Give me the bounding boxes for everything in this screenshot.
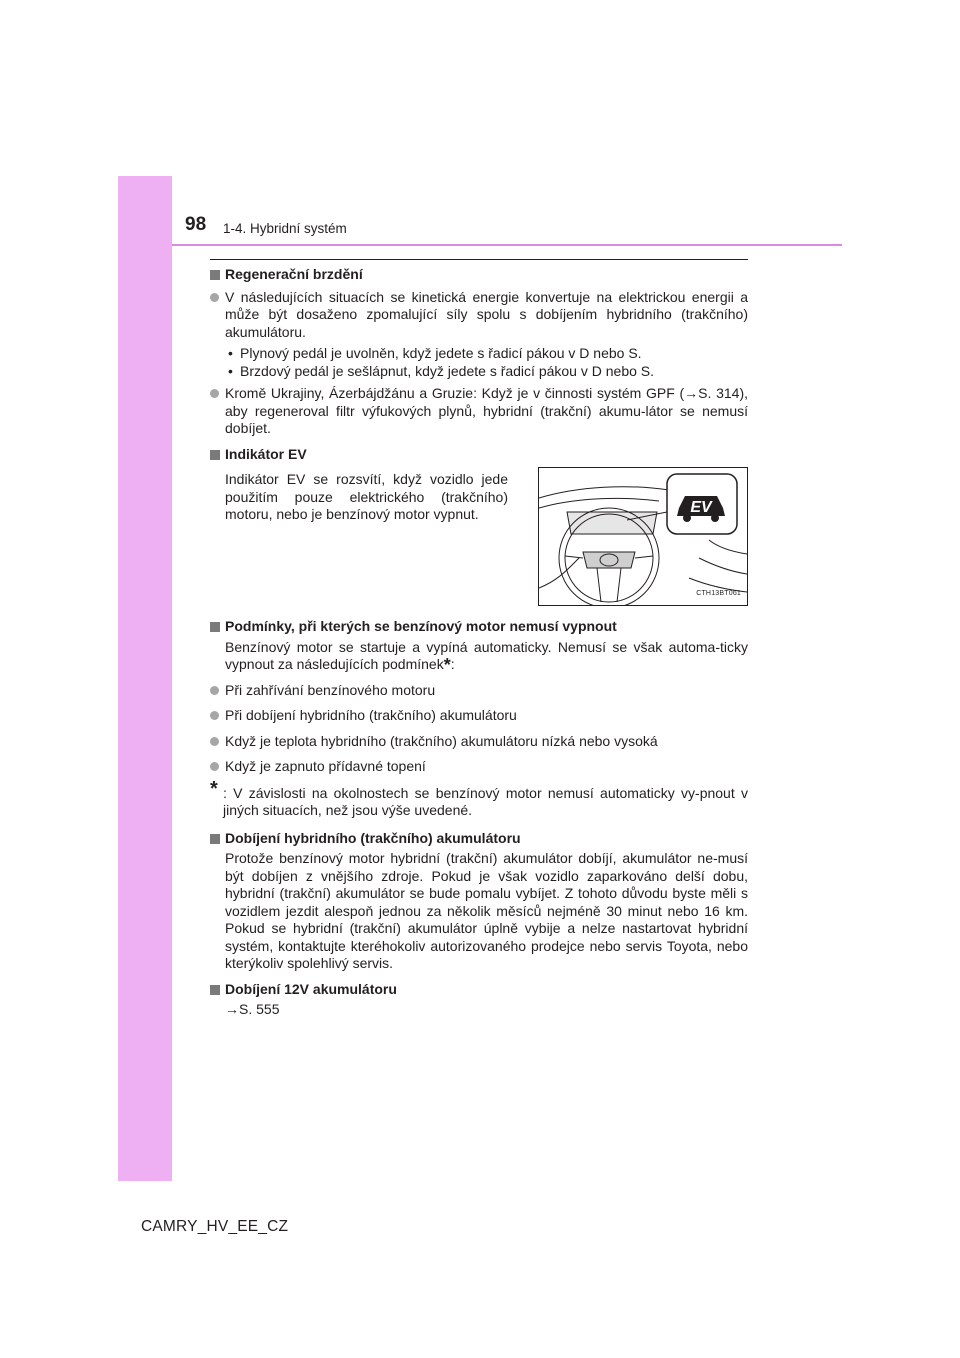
section-title-charging: Dobíjení hybridního (trakčního) akumulátoru: [210, 830, 748, 848]
square-bullet-icon: [210, 622, 220, 632]
header-rule: [172, 244, 842, 246]
bullet-item: Při dobíjení hybridního (trakčního) akumulátoru: [210, 707, 748, 725]
page-content: [210, 266, 748, 1019]
round-bullet-icon: [210, 711, 219, 720]
round-bullet-icon: [210, 737, 219, 746]
footnote-star: *: [443, 655, 451, 675]
round-bullet-icon: [210, 762, 219, 771]
section-title-12v: Dobíjení 12V akumulátoru: [210, 981, 748, 999]
sub-list-item: • Plynový pedál je uvolněn, když jedete s řadicí pákou v D nebo S.: [228, 345, 642, 361]
side-tab-band: [118, 176, 172, 1181]
bullet-item: Při zahřívání benzínového motoru: [210, 682, 748, 700]
ev-badge-label: EV: [690, 499, 712, 516]
figure-code: CTH13BT061: [696, 589, 741, 597]
charging-text: Protože benzínový motor hybridní (trakční) akumulátor dobíjí, akumulátor ne-musí být dobíjen z vnějšího zdroje. Pokud je však vozidlo zaparkováno delší dobu, hybridní (trakční) akumulátor se bude pomalu vybíjet. Z tohoto důvodu byste měli s vozidlem jezdit alespoň jednou za několik měsíců nejméně 30 minut nebo 16 km. Pokud se hybridní (trakční) akumulátor úplně vybije a nelze nastartovat hybridní systém, kontaktujte kteréhokoliv autorizovaného prodejce nebo servis Toyota, nebo kterýkoliv spolehlivý servis.: [225, 850, 748, 971]
square-bullet-icon: [210, 985, 220, 995]
round-bullet-icon: [210, 389, 219, 398]
section-title-ev: Indikátor EV: [210, 446, 748, 464]
sub-list: [210, 345, 748, 380]
sub-list-item: • Brzdový pedál je sešlápnut, když jedete s řadicí pákou v D nebo S.: [228, 362, 655, 379]
content-top-rule: [210, 259, 748, 260]
chapter-title: 1-4. Hybridní systém: [223, 221, 347, 236]
page-reference-link[interactable]: →S. 555: [225, 1001, 280, 1017]
footnote-star: *: [210, 777, 218, 800]
square-bullet-icon: [210, 450, 220, 460]
section-title-regen: Regenerační brzdění: [210, 266, 748, 284]
round-bullet-icon: [210, 293, 219, 302]
ev-indicator-row: [210, 467, 748, 606]
section-title-conditions: Podmínky, při kterých se benzínový motor nemusí vypnout: [210, 618, 748, 636]
conditions-intro: Benzínový motor se startuje a vypíná automaticky. Nemusí se však automa-ticky vypnout za následujících podmínek*:: [225, 638, 748, 675]
ev-indicator-figure: [538, 467, 748, 606]
square-bullet-icon: [210, 270, 220, 280]
page-number: 98: [185, 214, 207, 235]
round-bullet-icon: [210, 686, 219, 695]
bullet-item: Když je teplota hybridního (trakčního) akumulátoru nízká nebo vysoká: [210, 733, 748, 751]
footer-code: CAMRY_HV_EE_CZ: [141, 1218, 289, 1235]
ev-description: Indikátor EV se rozsvítí, když vozidlo jede použitím pouze elektrického (trakčního) motoru, nebo je benzínový motor vypnut.: [225, 471, 508, 522]
bullet-item: Když je zapnuto přídavné topení: [210, 758, 748, 776]
square-bullet-icon: [210, 834, 220, 844]
footnote: * : V závislosti na okolnostech se benzínový motor nemusí automaticky vy-pnout v jiných situacích, než jsou výše uvedené.: [210, 777, 748, 818]
bullet-item: V následujících situacích se kinetická energie konvertuje na elektrickou energii a může být dosaženo zpomalující síly spolu s dobíjením hybridního (trakčního) akumulátoru.: [210, 289, 748, 342]
bullet-item: Kromě Ukrajiny, Ázerbájdžánu a Gruzie: Když je v činnosti systém GPF (→S. 314), aby regeneroval filtr výfukových plynů, hybridní (trakční) akumu-látor se nemusí dobíjet.: [210, 385, 748, 438]
